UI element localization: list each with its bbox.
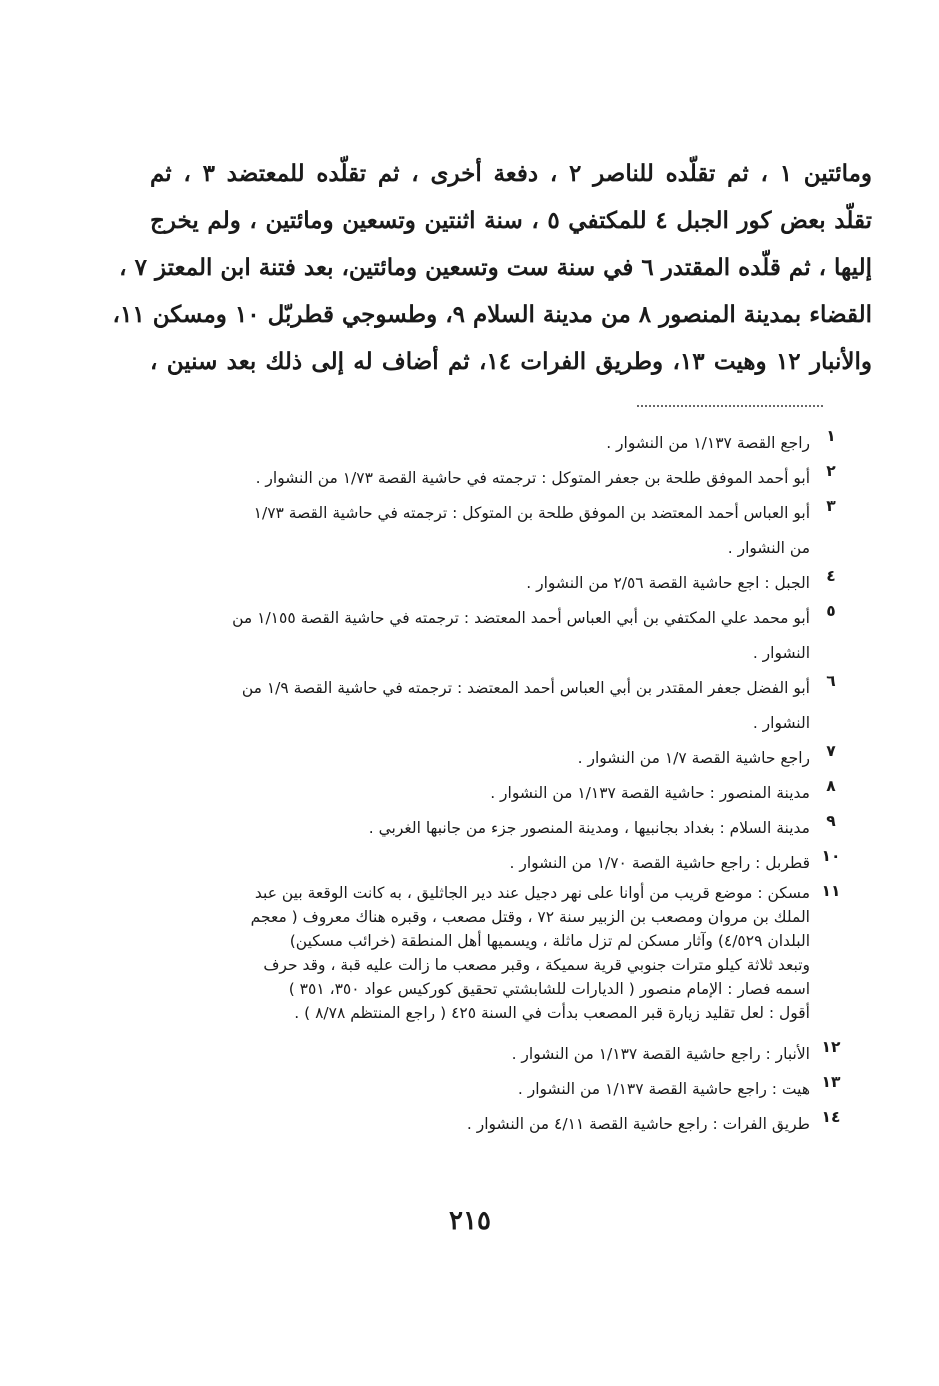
footnote-text: راجع حاشية القصة ١/٧ من النشوار . xyxy=(577,749,810,767)
footnote-divider xyxy=(637,405,823,407)
footnote-text: هيت : راجع حاشية القصة ١/١٣٧ من النشوار . xyxy=(517,1080,810,1098)
footnote-number: ٦ xyxy=(826,672,836,690)
footnote xyxy=(150,846,844,881)
body-line: تقلّد بعض كور الجبل ٤ للمكتفي ٥ ، سنة اثنتين وتسعين ومائتين ، ولم يخرج xyxy=(150,207,872,234)
footnote-text: اسمه فصار : الإمام منصور ( الديارات للشابشتي تحقيق كوركيس عواد ٣٥٠، ٣٥١ ) xyxy=(288,980,810,998)
footnote-text: الملك بن مروان ومصعب بن الزبير سنة ٧٢ ، وقتل مصعب ، وقبره هناك معروف ( معجم xyxy=(250,908,810,926)
footnote-number: ٨ xyxy=(826,777,836,795)
footnote-text: الأنبار : راجع حاشية القصة ١/١٣٧ من النشوار . xyxy=(511,1045,810,1063)
footnote-number: ١٤ xyxy=(821,1108,841,1126)
footnote xyxy=(150,496,844,566)
footnote-text: مسكن : موضع قريب من أوانا على نهر دجيل عند دير الجاثليق ، به كانت الوقعة بين عبد xyxy=(254,884,810,902)
footnotes xyxy=(150,426,844,1142)
footnote-text: البلدان ٤/٥٢٩) وآثار مسكن لم تزل ماثلة ، ويسميها أهل المنطقة (خرائب مسكين) xyxy=(289,932,810,950)
footnote-text: أبو أحمد الموفق طلحة بن جعفر المتوكل : ترجمته في حاشية القصة ١/٧٣ من النشوار . xyxy=(255,469,810,487)
footnote-number: ٣ xyxy=(826,497,836,515)
footnote xyxy=(150,776,844,811)
footnote-number: ٢ xyxy=(826,462,836,480)
footnote-number: ١٠ xyxy=(821,847,841,865)
footnote-number: ٥ xyxy=(826,602,836,620)
footnote xyxy=(150,1072,844,1107)
body-line: القضاء بمدينة المنصور ٨ من مدينة السلام ٩، وطسوجي قطربّل ١٠ ومسكن ١١، xyxy=(112,301,872,328)
footnote xyxy=(150,566,844,601)
footnote-text: قطربل : راجع حاشية القصة ١/٧٠ من النشوار . xyxy=(509,854,810,872)
footnote xyxy=(150,426,844,461)
footnote xyxy=(150,741,844,776)
footnote-text: مدينة السلام : بغداد بجانبيها ، ومدينة المنصور جزء من جانبها الغربي . xyxy=(368,819,810,837)
footnote xyxy=(150,811,844,846)
footnote-number: ٩ xyxy=(826,812,836,830)
body-line: والأنبار ١٢ وهيت ١٣، وطريق الفرات ١٤، ثم أضاف له إلى ذلك بعد سنين ، xyxy=(150,348,873,375)
footnote-text: وتبعد ثلاثة كيلو مترات جنوبي قرية سميكة ، وقبر مصعب ما زالت عليه قبة ، وقد حرف xyxy=(263,956,810,974)
footnote-text: مدينة المنصور : حاشية القصة ١/١٣٧ من النشوار . xyxy=(490,784,810,802)
footnote xyxy=(150,881,844,1025)
footnote-text: أبو العباس أحمد المعتضد بن الموفق طلحة بن المتوكل : ترجمته في حاشية القصة ١/٧٣ xyxy=(253,504,810,522)
footnote-number: ١٣ xyxy=(821,1073,841,1091)
page-number: ٢١٥ xyxy=(449,1206,491,1236)
footnote xyxy=(150,1107,844,1142)
footnote-text: أقول : لعل تقليد زيارة قبر المصعب بدأت في السنة ٤٢٥ ( راجع المنتظم ٨/٧٨ ) . xyxy=(294,1004,810,1022)
footnote-number: ١١ xyxy=(821,882,841,900)
footnote-number: ٧ xyxy=(826,742,836,760)
footnote-text: من النشوار . xyxy=(727,539,810,557)
body-line: إليها ، ثم قلّده المقتدر ٦ في سنة ست وتسعين ومائتين، بعد فتنة ابن المعتز ٧ ، xyxy=(119,254,872,281)
footnote-text: راجع القصة ١/١٣٧ من النشوار . xyxy=(606,434,810,452)
footnote-number: ١٢ xyxy=(821,1038,841,1056)
footnote-number: ٤ xyxy=(826,567,836,585)
footnote-text: أبو محمد علي المكتفي بن أبي العباس أحمد المعتضد : ترجمته في حاشية القصة ١/١٥٥ من xyxy=(232,609,810,627)
footnote-text: أبو الفضل جعفر المقتدر بن أبي العباس أحمد المعتضد : ترجمته في حاشية القصة ١/٩ من xyxy=(241,679,810,697)
footnote xyxy=(150,1037,844,1072)
footnote xyxy=(150,461,844,496)
footnote-text: النشوار . xyxy=(752,644,810,662)
footnote xyxy=(150,601,844,671)
footnote-text: النشوار . xyxy=(752,714,810,732)
footnote-number: ١ xyxy=(826,427,836,445)
footnote xyxy=(150,671,844,741)
footnote-text: طريق الفرات : راجع حاشية القصة ٤/١١ من النشوار . xyxy=(466,1115,810,1133)
main-text xyxy=(112,150,873,385)
footnote-text: الجبل : اجع حاشية القصة ٢/٥٦ من النشوار . xyxy=(526,574,810,592)
body-line: ومائتين ١ ، ثم تقلّده للناصر ٢ ، دفعة أخرى ، ثم تقلّده للمعتضد ٣ ، ثم xyxy=(150,160,873,187)
